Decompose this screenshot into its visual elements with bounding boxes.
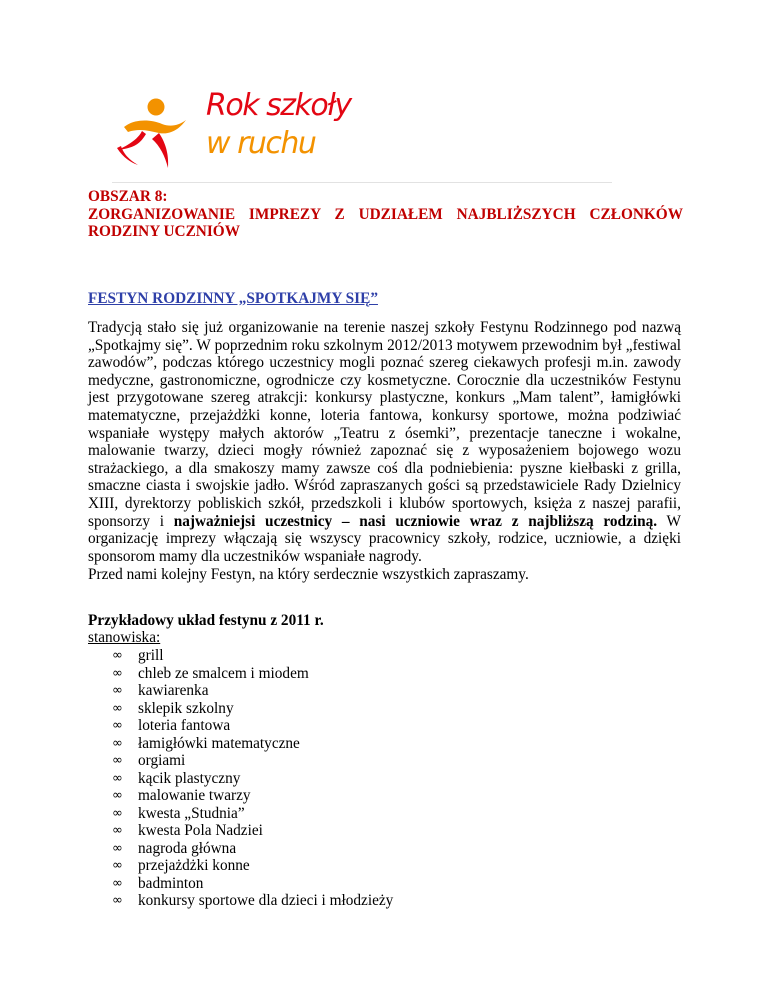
logo-title-line2: w ruchu [206,126,316,161]
invite-text: Przed nami kolejny Festyn, na który serdecznie wszystkich zapraszamy. [88,566,529,583]
section-heading-line3: RODZINY UCZNIÓW [88,223,240,240]
bullet-icon: ∞ [112,648,123,663]
intro-text-part2: W organizację imprezy włączają się wszyscy pracownicy szkoły, rodzice, uczniowie, a dzięki sponsorom mamy dla uczestników wspaniałe nagrody. [88,512,681,565]
bullet-icon: ∞ [112,718,123,733]
bullet-icon: ∞ [112,875,123,891]
bullet-icon: ∞ [112,788,123,803]
bullet-icon: ∞ [112,823,123,838]
intro-text-part1: Tradycją stało się już organizowanie na terenie naszej szkoły Festynu Rodzinnego pod nazwą „Spotkajmy się”. W poprzednim roku szkolnym 2012/2013 motywem przewodnim był „festiwal zawodów”, podczas którego uczestnicy mogli poznać szereg ciekawych profesji m.in. zawody medyczne, gastronomiczne, ogrodnicze czy kosmetyczne. Corocznie dla uczestników Festynu jest przygotowane szereg atrakcji: konkursy plastyczne, konkurs „Mam talent”, łamigłówki matematyczne, przejażdżki konne, loteria fantowa, konkursy sportowe, można podziwiać wspaniałe występy małych aktorów „Teatru z ósemki”, prezentacje taneczne i wokalne, malowanie twarzy, dzieci mogły również zapoznać się z wyposażeniem bojowego wozu strażackiego, a dla smakoszy mamy zawsze coś dla podniebienia: pyszne kiełbaski z grilla, smaczne ciasta i swojskie jadło. Wśród zapraszanych gości są przedstawiciele Rady Dzielnicy XIII, dyrektorzy pobliskich szkół, przedszkoli i klubów sportowych, księża z naszej parafii, sponsorzy i [88,319,681,530]
bullet-icon: ∞ [112,858,123,873]
logo-divider [112,182,612,183]
bullet-icon: ∞ [112,805,123,821]
bullet-icon: ∞ [112,700,123,716]
logo-title-line1: Rok szkoły [206,88,351,123]
bullet-icon: ∞ [112,840,123,856]
section-heading [88,188,683,241]
bullet-icon: ∞ [112,735,123,751]
section-heading-line1: OBSZAR 8: [88,188,168,205]
festyn-title: FESTYN RODZINNY „SPOTKAJMY SIĘ” [88,290,378,307]
section-heading-line2: ZORGANIZOWANIE IMPREZY Z UDZIAŁEM NAJBLIŻSZYCH CZŁONKÓW [88,205,683,223]
intro-paragraph [88,319,681,565]
intro-text-bold: najważniejsi uczestnicy – nasi uczniowie wraz z najbliższą rodziną. [173,512,658,530]
bullet-icon: ∞ [112,683,123,698]
bullet-icon: ∞ [112,770,123,786]
stations-label: stanowiska: [88,629,161,646]
logo [112,86,362,178]
bullet-icon: ∞ [112,753,123,768]
bullet-icon: ∞ [112,893,123,908]
example-title: Przykładowy układ festynu z 2011 r. [88,612,324,629]
bullet-icon: ∞ [112,665,123,681]
